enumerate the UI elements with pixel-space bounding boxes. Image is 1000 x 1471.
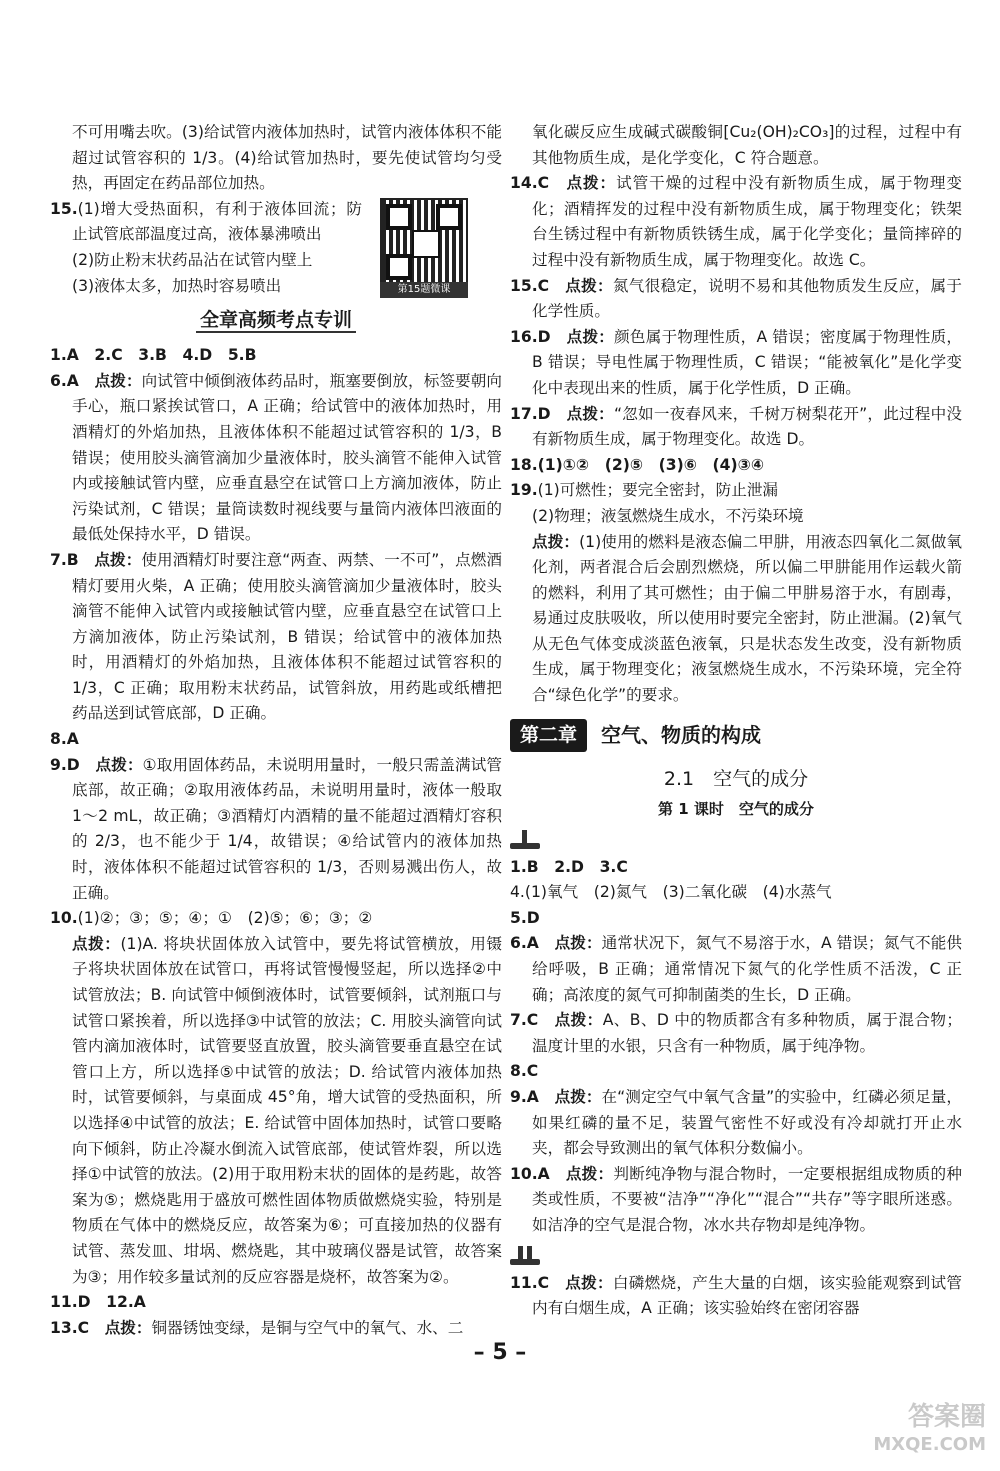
question-11: 11.C 点拨：白磷燃烧，产生大量的白烟，该实验能观察到试管内有白烟生成，A 正确；该实验始终在密闭容器: [510, 1273, 962, 1318]
question-15-part-3: (3)液体太多，加热时容易喷出: [72, 276, 282, 295]
answers-11-12: 11.D 12.A: [50, 1293, 146, 1312]
answer-8: 8.A: [50, 730, 79, 749]
question-17: 17.D 点拨：“忽如一夜春风来，千树万树梨花开”，此过程中没有新物质生成，属于物理变化。故选 D。: [510, 404, 962, 449]
qr-corner: [386, 204, 412, 230]
question-14: 14.C 点拨：试管干燥的过程中没有新物质生成，属于物理变化；酒精挥发的过程中没有新物质生成，属于物理变化；铁架台生锈过程中有新物质铁锈生成，属于化学变化；量筒摔碎的过程中没有新物质生成，属于物理变化。故选 C。: [510, 174, 962, 269]
level-one-icon: [510, 829, 540, 849]
chapter-heading: [510, 719, 962, 753]
qr-corner: [386, 254, 412, 280]
question-16: 16.D 点拨：颜色属于物理性质，A 错误；密度属于物理性质，B 错误；导电性属于物理性质，C 错误；“能被氧化”是化学变化中表现出来的性质，属于化学性质，D 正确。: [510, 327, 962, 397]
answer-8: 8.C: [510, 1062, 539, 1081]
question-19-part-2: (2)物理；液氢燃烧生成水，不污染环境: [532, 506, 804, 525]
continued-paragraph: 不可用嘴去吹。(3)给试管内液体加热时，试管内液体体积不能超过试管容积的 1/3。(4)给试管加热时，要先使试管均匀受热，再固定在药品部位加热。: [72, 123, 502, 193]
right-column: [510, 120, 962, 1322]
question-15-part-2: (2)防止粉末状药品沾在试管内壁上: [72, 250, 313, 269]
qr-center: [412, 230, 440, 258]
qr-corner: [436, 204, 462, 230]
question-9: 9.D 点拨：①取用固体药品，未说明用量时，一般只需盖满试管底部，故正确；②取用液体药品，未说明用量时，液体一般取 1～2 mL，故正确；③酒精灯内酒精的量不能超过酒精灯容积的 2/3，也不能少于 1/4，故错误；④给试管内的液体加热时，液体体积不能超过试管容积的 1/3，否则易溅出伤人，故正确。: [50, 755, 502, 902]
answers-1-3: 1.B 2.D 3.C: [510, 857, 628, 876]
question-19: 19.(1)可燃性；要完全密封，防止泄漏: [510, 481, 779, 500]
answers-1-5: 1.A 2.C 3.B 4.D 5.B: [50, 346, 257, 365]
level-two-icon: [510, 1245, 540, 1265]
question-7: 7.C 点拨：A、B、D 中的物质都含有多种物质，属于混合物；温度计里的水银，只含有一种物质，属于纯净物。: [510, 1011, 962, 1055]
qr-caption: 第15题微课: [380, 282, 468, 298]
answer-4: 4.(1)氧气 (2)氮气 (3)二氧化碳 (4)水蒸气: [510, 883, 832, 902]
section-title: 全章高频考点专训: [50, 305, 502, 335]
chapter-title: 空气、物质的构成: [601, 722, 762, 747]
question-13: 13.C 点拨：铜器锈蚀变绿，是铜与空气中的氧气、水、二: [50, 1318, 464, 1337]
qr-code-icon[interactable]: [380, 198, 468, 286]
page-number: – 5 –: [473, 1340, 527, 1365]
question-10-tip: 点拨：(1)A. 将块状固体放入试管中，要先将试管横放，用镊子将块状固体放在试管口，再将试管慢慢竖起，所以选择②中试管放法；B. 向试管中倾倒液体时，试管要倾斜，试剂瓶口与试管口紧挨着，所以选择③中试管的放法；C. 用胶头滴管向试管内滴加液体时，试管要竖直放置，胶头滴管要垂直悬空在试管口上方，所以选择⑤中试管的放法；D. 给试管内液体加热时，试管要倾斜，与桌面成 45°角，增大试管的受热面积，所以选择④中试管的放法；E. 给试管中固体加热时，试管口要略向下倾斜，防止冷凝水倒流入试管底部，使试管炸裂，所以选择①中试管的放法。(2)用于取用粉末状的固体的是药匙，故答案为⑤；燃烧匙用于盛放可燃性固体物质做燃烧实验，特别是物质在气体中的燃烧反应，故答案为⑥；可直接加热的仪器有试管、蒸发皿、坩埚、燃烧匙，其中玻璃仪器是试管，故答案为③；用作较多量试剂的反应容器是烧杯，故答案为②。: [72, 934, 502, 1286]
question-10: 10.(1)②；③；⑤；④；① (2)⑤；⑥；③；②: [50, 909, 373, 928]
watermark: 答案圈 MXQE.COM: [873, 1402, 986, 1455]
answer-18: 18.(1)①② (2)⑤ (3)⑥ (4)③④: [510, 455, 765, 474]
lesson-subtitle: 第 1 课时 空气的成分: [658, 799, 814, 818]
question-10: 10.A 点拨：判断纯净物与混合物时，一定要根据组成物质的种类或性质，不要被“洁净”“净化”“混合”“共存”等字眼所迷惑。如洁净的空气是混合物，冰水共存物却是纯净物。: [510, 1164, 962, 1234]
question-15: 15.C 点拨：氮气很稳定，说明不易和其他物质发生反应，属于化学性质。: [510, 276, 962, 321]
question-7: 7.B 点拨：使用酒精灯时要注意“两查、两禁、一不可”，点燃酒精灯要用火柴，A 正确；使用胶头滴管滴加少量液体时，胶头滴管不能伸入试管内或接触试管内壁，应垂直悬空在试管口上方滴加液体，防止污染试剂，B 错误；给试管中的液体加热时，用酒精灯的外焰加热，且液体体积不能超过试管容积的 1/3，C 正确；取用粉末状药品，试管斜放，用药匙或纸槽把药品送到试管底部，D 正确。: [50, 550, 502, 723]
lesson-title: 2.1 空气的成分: [663, 767, 809, 790]
question-19-tip: 点拨：(1)使用的燃料是液态偏二甲肼，用液态四氧化二氮做氧化剂，两者混合后会剧烈燃烧，所以偏二甲肼能用作运载火箭的燃料，利用了其可燃性；由于偏二甲肼易溶于水，有剧毒，易通过皮肤吸收，所以使用时要完全密封，防止泄漏。(2)氧气从无色气体变成淡蓝色液氧，只是状态发生改变，没有新物质生成，属于物理变化；液氢燃烧生成水，不污染环境，完全符合“绿色化学”的要求。: [532, 532, 962, 705]
question-6: 6.A 点拨：向试管中倾倒液体药品时，瓶塞要倒放，标签要朝向手心，瓶口紧挨试管口，A 正确；给试管中的液体加热时，用酒精灯的外焰加热，且液体体积不能超过试管容积的 1/3，B 错误；使用胶头滴管滴加少量液体时，胶头滴管不能伸入试管内或接触试管内壁，应垂直悬空在试管口上方滴加液体，防止污染试剂，C 错误；量筒读数时视线要与量筒内液体凹液面的最低处保持水平，D 错误。: [50, 371, 502, 544]
answer-5: 5.D: [510, 908, 540, 927]
left-column: [50, 120, 502, 1341]
chapter-badge: 第二章: [510, 719, 587, 753]
question-9: 9.A 点拨：在“测定空气中氧气含量”的实验中，红磷必须足量，如果红磷的量不足，装置气密性不好或没有冷却就打开止水夹，都会导致测出的氧气体积分数偏小。: [510, 1088, 962, 1158]
continued-paragraph: 氧化碳反应生成碱式碳酸铜[Cu₂(OH)₂CO₃]的过程，过程中有其他物质生成，是化学变化，C 符合题意。: [532, 123, 962, 167]
question-15: 15.(1)增大受热面积，有利于液体回流；防止试管底部温度过高，液体暴沸喷出: [50, 199, 362, 244]
question-6: 6.A 点拨：通常状况下，氮气不易溶于水，A 错误；氮气不能供给呼吸，B 正确；通常情况下氮气的化学性质不活泼，C 正确；高浓度的氮气可抑制菌类的生长，D 正确。: [510, 934, 962, 1004]
